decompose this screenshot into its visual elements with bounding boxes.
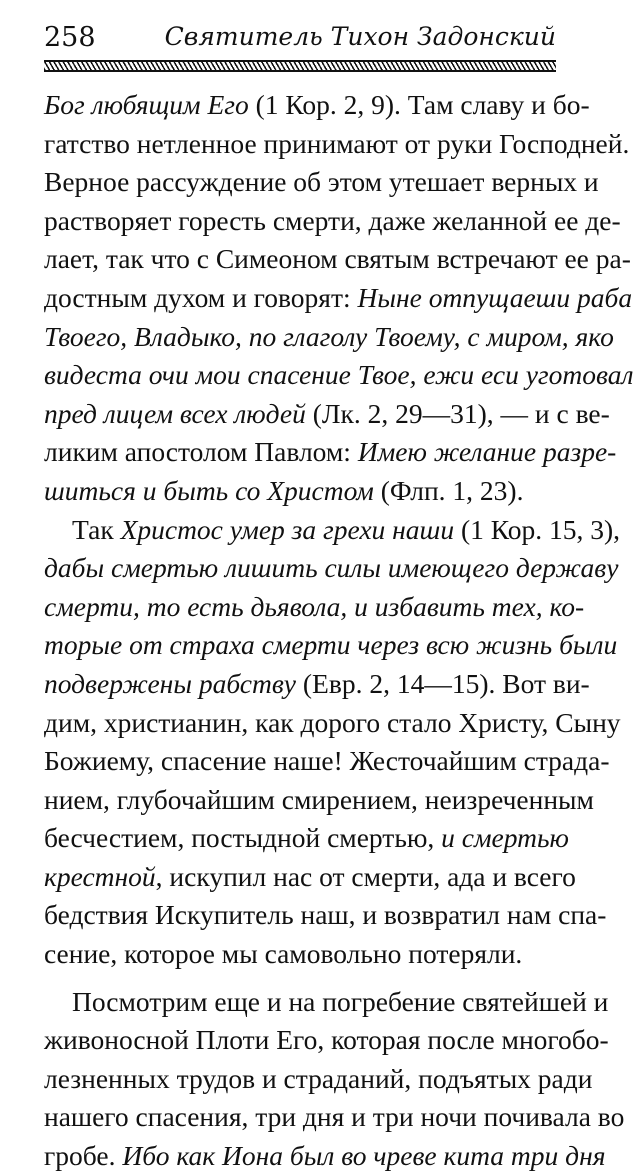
text-line (44, 279, 633, 318)
text-line (44, 356, 634, 395)
text-segment: растворяет горесть смерти, даже желанной ее де- (44, 204, 621, 236)
text-line (44, 1098, 625, 1137)
italic-segment: Твоего, Владыко, по глаголу Твоему, с миром, яко (44, 320, 614, 352)
text-segment: гатство нетленное принимают от руки Господней. (44, 127, 630, 159)
text-line (44, 781, 594, 820)
paragraph-gap (44, 974, 556, 983)
text-line (44, 983, 609, 1022)
running-title: Святитель Тихон Задонский (164, 22, 556, 51)
text-segment: дим, христианин, как дорого стало Христу, Сыну (44, 706, 621, 738)
text-line (44, 86, 590, 125)
text-line (44, 588, 585, 627)
italic-segment: крестной (44, 860, 156, 892)
text-segment: (Евр. 2, 14—15). Вот ви- (296, 667, 590, 699)
body-text (44, 86, 634, 1176)
italic-segment: торые от страха смерти через всю жизнь были (44, 629, 618, 661)
text-line (44, 1060, 593, 1099)
text-segment: лает, так что с Симеоном святым встречают ее ра- (44, 243, 631, 275)
italic-segment: дабы смертью лишить силы имеющего державу (44, 552, 619, 584)
text-segment: нием, глубочайшим смирением, неизреченным (44, 783, 594, 815)
text-segment: (1 Кор. 2, 9). Там славу и бо- (248, 89, 590, 120)
text-segment: Верное рассуждение об этом утешает верных и (44, 166, 599, 198)
text-segment: сение, которое мы самовольно потеряли. (44, 938, 523, 970)
text-line (44, 896, 607, 935)
italic-segment: Христос умер за грехи наши (120, 513, 455, 545)
text-line (44, 125, 630, 164)
text-line (44, 858, 576, 897)
text-line (44, 1137, 606, 1176)
text-segment: бедствия Искупитель наш, и возвратил нам спа- (44, 899, 607, 931)
text-line (44, 935, 556, 974)
text-line (44, 240, 631, 279)
italic-segment: подвержены рабству (44, 667, 296, 699)
page-header (44, 18, 556, 54)
text-line (44, 549, 619, 588)
text-line (44, 318, 614, 357)
text-segment: живоносной Плоти Его, которая после многобо- (44, 1024, 609, 1056)
text-line (44, 665, 590, 704)
text-line (44, 202, 621, 241)
page-number: 258 (44, 22, 96, 53)
italic-segment: Бог любящим Его (44, 89, 249, 120)
text-line (44, 472, 556, 511)
text-line (44, 704, 621, 743)
text-line (44, 433, 617, 472)
italic-segment: Ныне отпущаеши раба (357, 281, 633, 313)
text-segment: (Лк. 2, 29—31), — и с ве- (305, 397, 610, 429)
italic-segment: Имею желание разре- (357, 436, 617, 468)
header-rule (44, 60, 556, 72)
text-segment: ликим апостолом Павлом: (44, 436, 358, 468)
text-segment: лезненных трудов и страданий, подъятых ради (44, 1062, 593, 1094)
text-line (44, 819, 569, 858)
text-segment: бесчестием, постыдной смертью, (44, 822, 442, 854)
italic-segment: видеста очи мои спасение Твое, ежи еси уготовал (44, 359, 634, 391)
italic-segment: Ибо как Иона был во чреве кита три дня (122, 1140, 606, 1172)
text-segment: (Флп. 1, 23). (373, 474, 524, 506)
italic-segment: и смертью (441, 822, 569, 854)
text-segment: Посмотрим еще и на погребение святейшей и (72, 985, 609, 1017)
text-segment: (1 Кор. 15, 3), (454, 513, 620, 545)
text-segment: достным духом и говорят: (44, 281, 358, 313)
text-line (44, 742, 610, 781)
text-line (44, 511, 620, 550)
italic-segment: пред лицем всех людей (44, 397, 306, 429)
italic-segment: шиться и быть со Христом (44, 474, 374, 506)
text-segment: гробе. (44, 1140, 123, 1172)
text-line (44, 1021, 609, 1060)
text-line (44, 163, 599, 202)
text-segment: Божиему, спасение наше! Жесточайшим страда- (44, 745, 610, 777)
text-line (44, 626, 618, 665)
italic-segment: смерти, то есть дьявола, и избавить тех, ко- (44, 590, 585, 622)
text-segment: , искупил нас от смерти, ада и всего (155, 860, 576, 892)
text-segment: нашего спасения, три дня и три ночи почивала во (44, 1101, 625, 1133)
text-line (44, 395, 610, 434)
text-segment: Так (72, 513, 121, 545)
